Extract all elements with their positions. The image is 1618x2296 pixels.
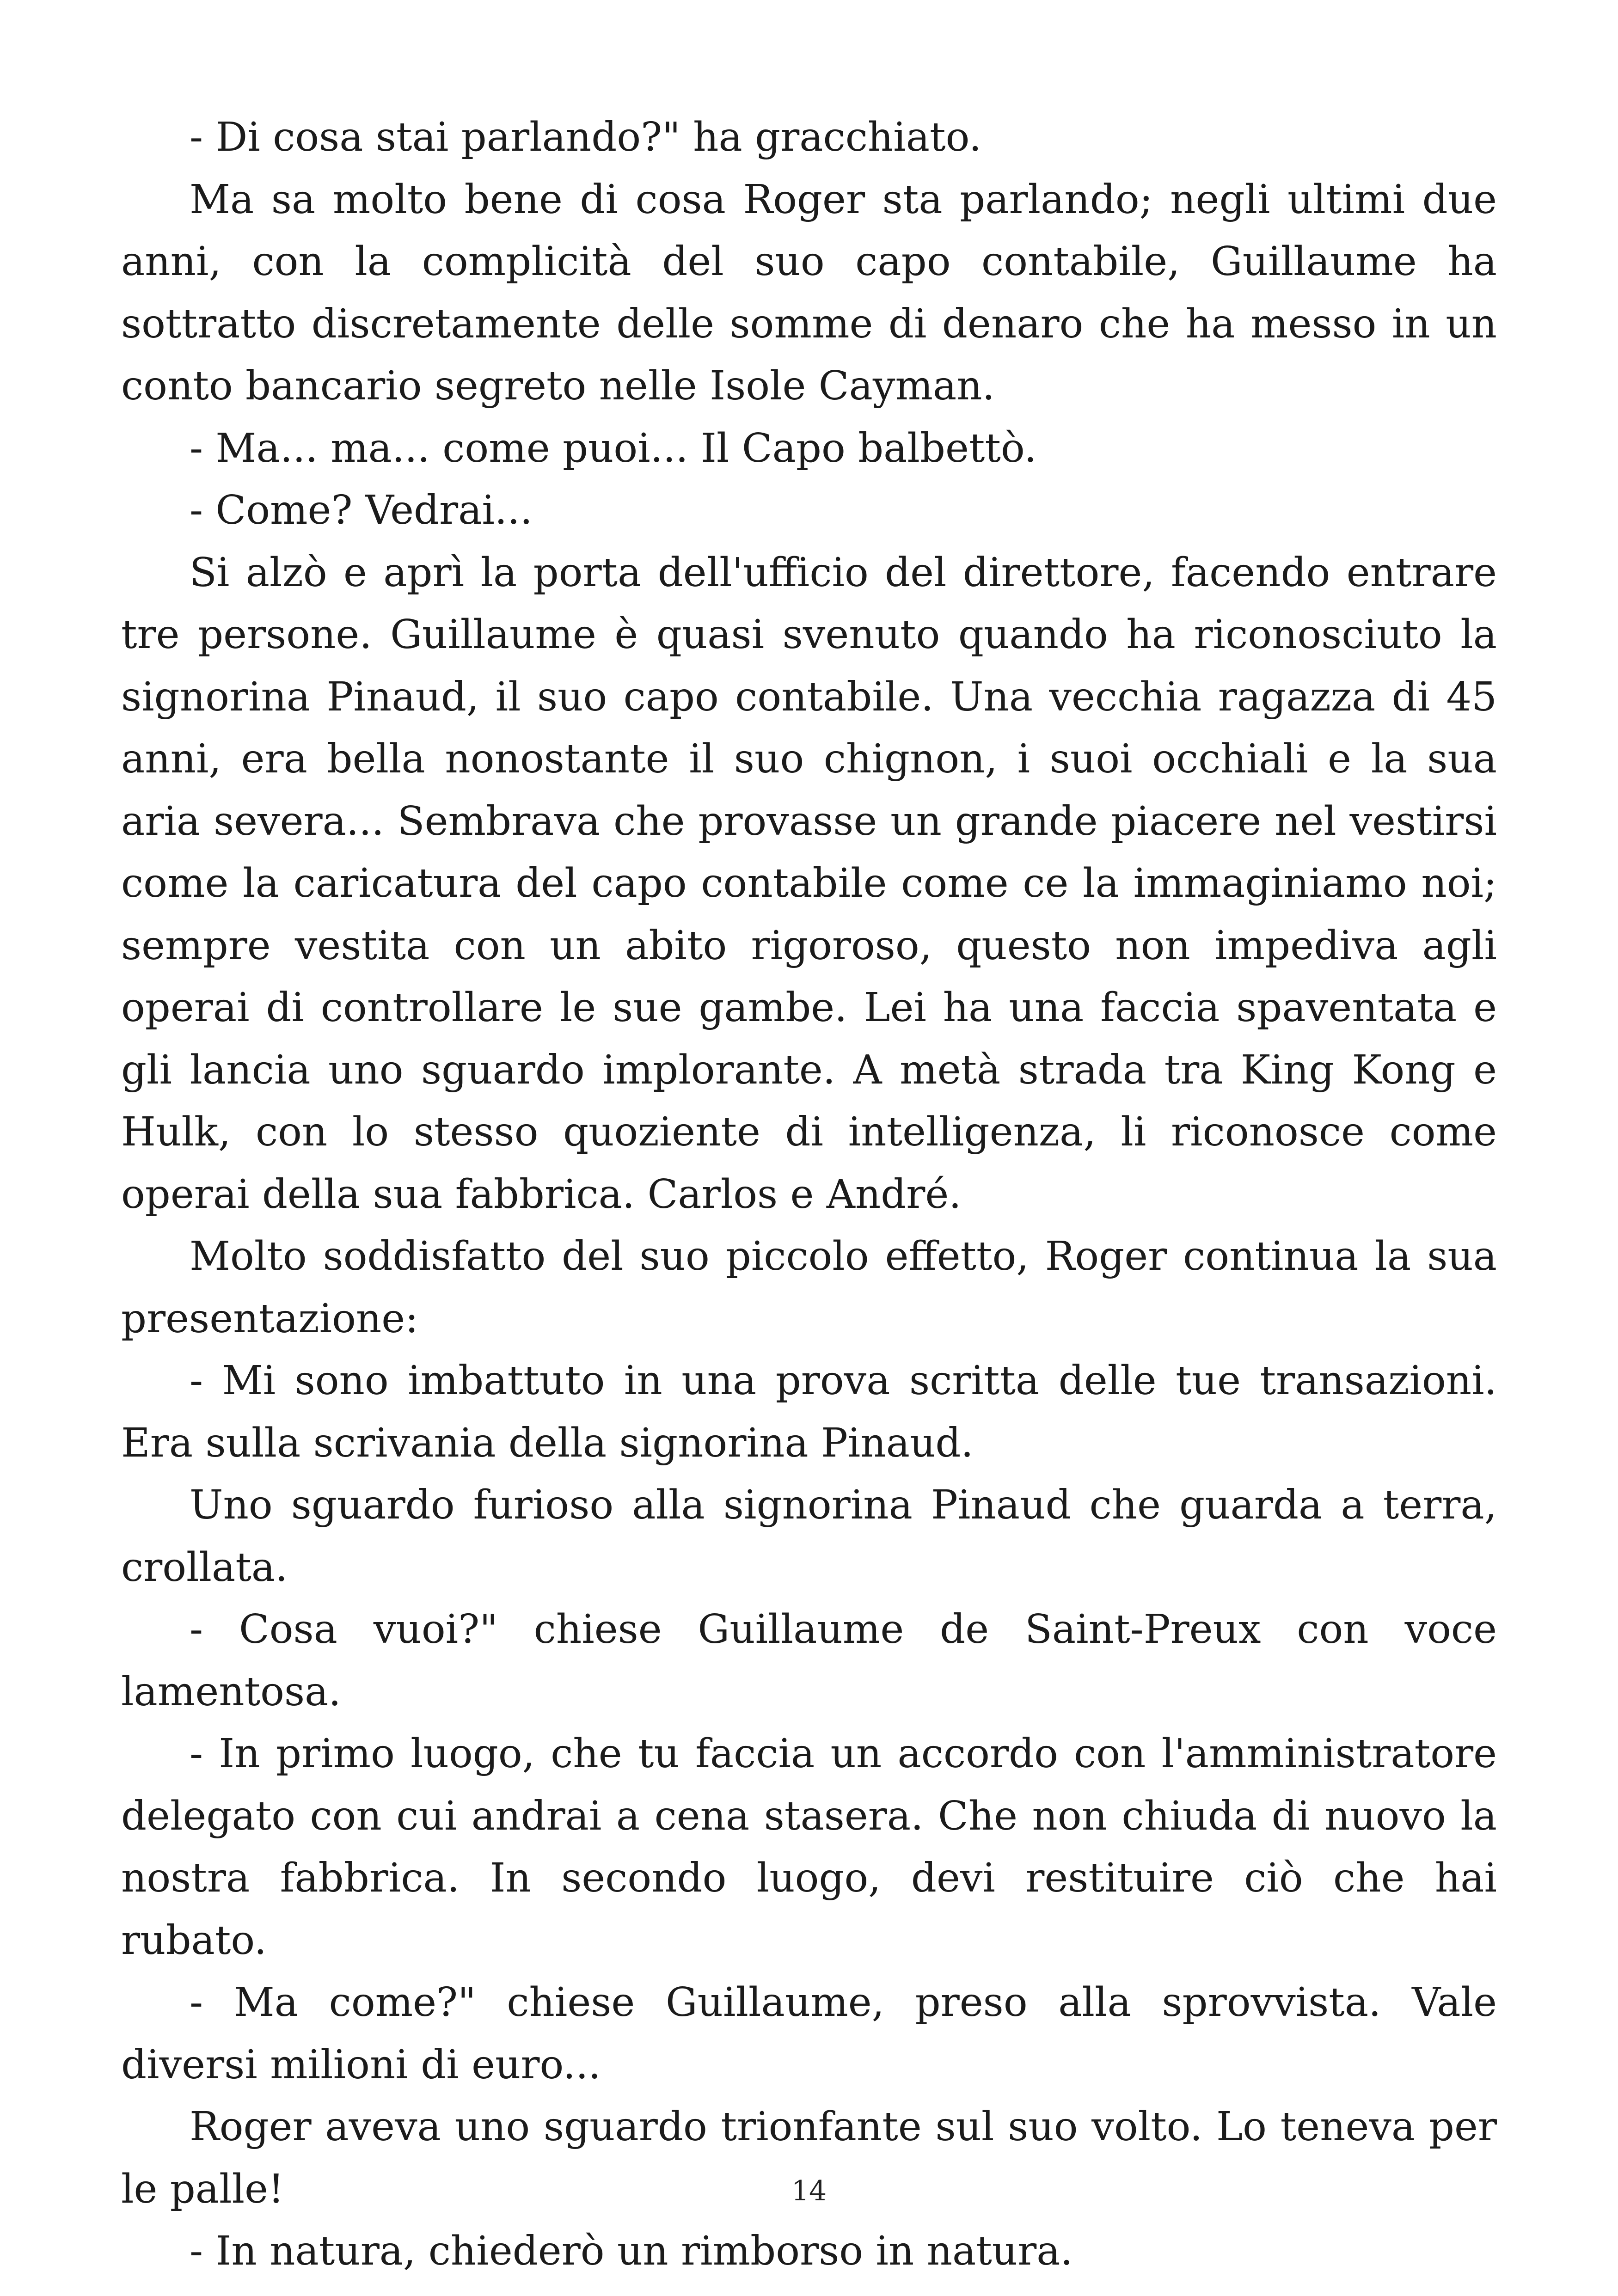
paragraph: - Cosa vuoi?" chiese Guillaume de Saint-Preux con voce lamentosa.	[121, 1606, 1497, 1715]
body-text	[121, 106, 1497, 2283]
paragraph: - Ma come?" chiese Guillaume, preso alla sprovvista. Vale diversi milioni di euro...	[121, 1979, 1497, 2088]
paragraph: - In natura, chiederò un rimborso in natura.	[190, 2228, 1073, 2274]
paragraph: Roger aveva uno sguardo trionfante sul suo volto. Lo teneva per le palle!	[121, 2104, 1497, 2212]
paragraph: - Come? Vedrai...	[190, 487, 533, 533]
paragraph: Ma sa molto bene di cosa Roger sta parlando; negli ultimi due anni, con la complicità del suo capo contabile, Guillaume ha sottratto discretamente delle somme di denaro che ha messo in un conto bancario segreto nelle Isole Cayman.	[121, 176, 1497, 409]
paragraph: Si alzò e aprì la porta dell'ufficio del direttore, facendo entrare tre persone. Guillaume è quasi svenuto quando ha riconosciuto la signorina Pinaud, il suo capo contabile. Una vecchia ragazza di 45 anni, era bella nonostante il suo chignon, i suoi occhiali e la sua aria severa... Sembrava che provasse un grande piacere nel vestirsi come la caricatura del capo contabile come ce la immaginiamo noi; sempre vestita con un abito rigoroso, questo non impediva agli operai di controllare le sue gambe. Lei ha una faccia spaventata e gli lancia uno sguardo implorante. A metà strada tra King Kong e Hulk, con lo stesso quoziente di intelligenza, li riconosce come operai della sua fabbrica. Carlos e André.	[121, 549, 1497, 1218]
paragraph: - Ma... ma... come puoi... Il Capo balbettò.	[190, 425, 1037, 471]
paragraph: - Di cosa stai parlando?" ha gracchiato.	[190, 114, 982, 160]
paragraph: - Mi sono imbattuto in una prova scritta delle tue transazioni. Era sulla scrivania della signorina Pinaud.	[121, 1358, 1497, 1466]
paragraph: Molto soddisfatto del suo piccolo effetto, Roger continua la sua presentazione:	[121, 1233, 1497, 1342]
page-number: 14	[791, 2175, 827, 2207]
paragraph: Uno sguardo furioso alla signorina Pinaud che guarda a terra, crollata.	[121, 1482, 1497, 1591]
paragraph: - In primo luogo, che tu faccia un accordo con l'amministratore delegato con cui andrai a cena stasera. Che non chiuda di nuovo la nostra fabbrica. In secondo luogo, devi restituire ciò che hai rubato.	[121, 1731, 1497, 1964]
